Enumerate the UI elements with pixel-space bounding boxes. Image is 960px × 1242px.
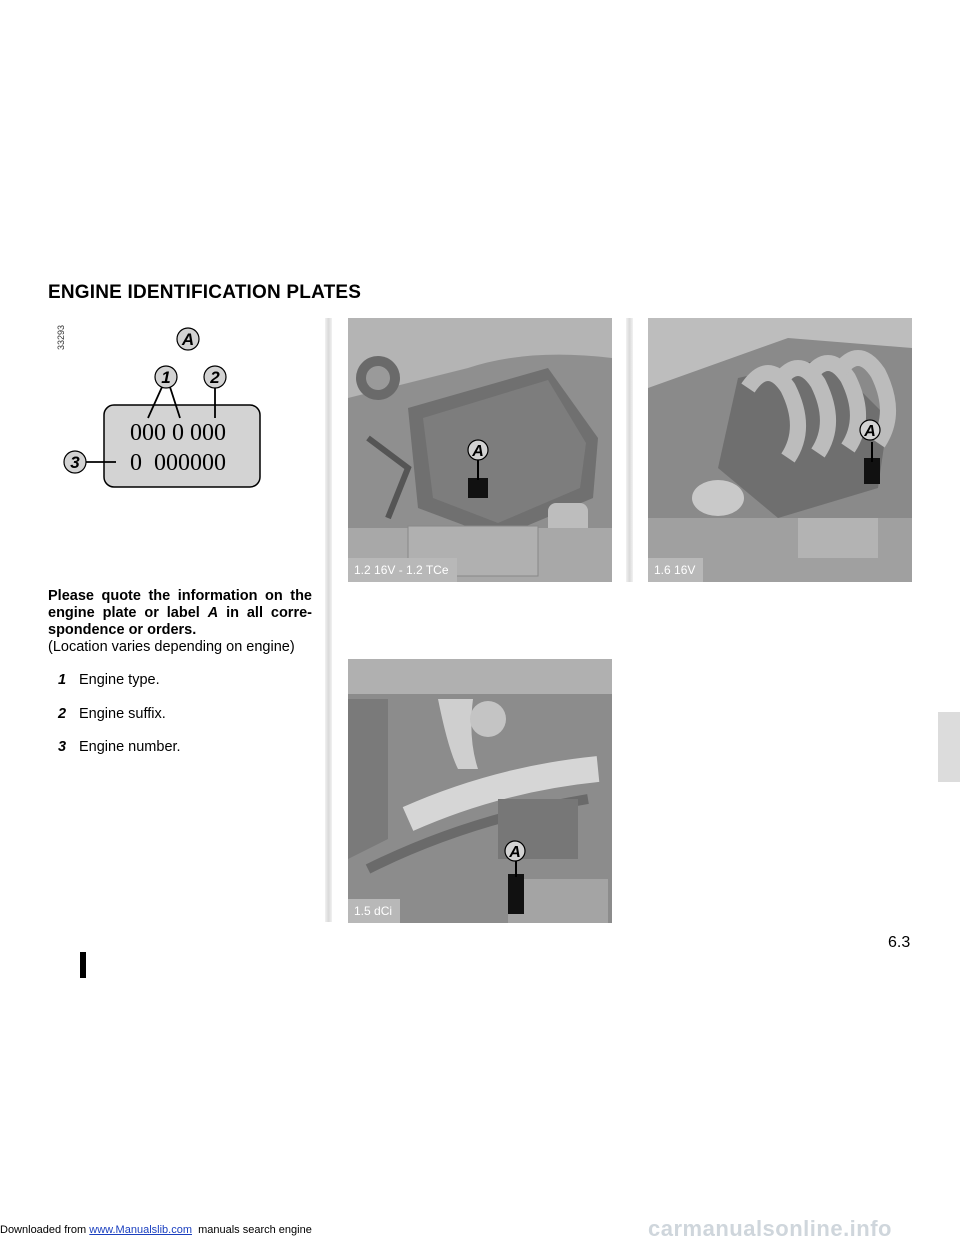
chapter-tab xyxy=(938,712,960,782)
legend-num: 3 xyxy=(58,739,67,755)
legend-text: Engine type. xyxy=(79,672,160,688)
engine-photo-1-2 xyxy=(348,318,612,582)
photo-1-caption: 1.2 16V - 1.2 TCe xyxy=(348,558,457,582)
instructions-label-a: A xyxy=(207,605,219,621)
photo-3-caption: 1.5 dCi xyxy=(348,899,400,923)
download-suffix: manuals search engine xyxy=(191,1224,312,1236)
legend-text: Engine number. xyxy=(79,739,181,755)
marker-3: 3 xyxy=(70,453,80,472)
column-divider-left xyxy=(325,318,332,922)
photo-2-caption: 1.6 16V xyxy=(648,558,703,582)
photo-3-marker: A xyxy=(509,844,521,861)
instructions xyxy=(48,588,312,656)
photo-2-marker: A xyxy=(864,423,876,440)
column-divider-right xyxy=(626,318,633,582)
engine-photo-1-5 xyxy=(348,659,612,923)
section-title: ENGINE IDENTIFICATION PLATES xyxy=(48,282,362,303)
photo-1-marker: A xyxy=(472,443,484,460)
instructions-bold-part2: in all corre-spondence or orders. xyxy=(48,605,312,638)
page-number: 6.3 xyxy=(888,934,911,951)
manualslib-link[interactable]: www.Manualslib.com xyxy=(89,1224,192,1236)
instructions-bold-part1: Please quote the information on the engine plate or label xyxy=(48,588,312,621)
download-prefix: Downloaded from xyxy=(0,1224,90,1236)
diagram-ref-number: 33293 xyxy=(56,324,66,350)
instructions-note: (Location varies depending on engine) xyxy=(48,639,295,655)
engine-plate-diagram xyxy=(60,318,270,498)
plate-line-1: 000 0 000 xyxy=(130,420,226,446)
watermark: carmanualsonline.info xyxy=(648,1216,892,1241)
marker-1: 1 xyxy=(161,368,171,387)
marker-2: 2 xyxy=(210,368,220,387)
engine-photo-1-6 xyxy=(648,318,912,582)
crop-mark xyxy=(80,952,86,978)
callout-A-label: A xyxy=(181,330,195,349)
legend-text: Engine suffix. xyxy=(79,705,166,722)
instructions-bold xyxy=(48,588,312,639)
legend-num: 1 xyxy=(58,672,67,688)
download-line xyxy=(0,1224,312,1236)
legend-num: 2 xyxy=(58,705,67,722)
plate-line-2: 0 000000 xyxy=(130,450,226,476)
